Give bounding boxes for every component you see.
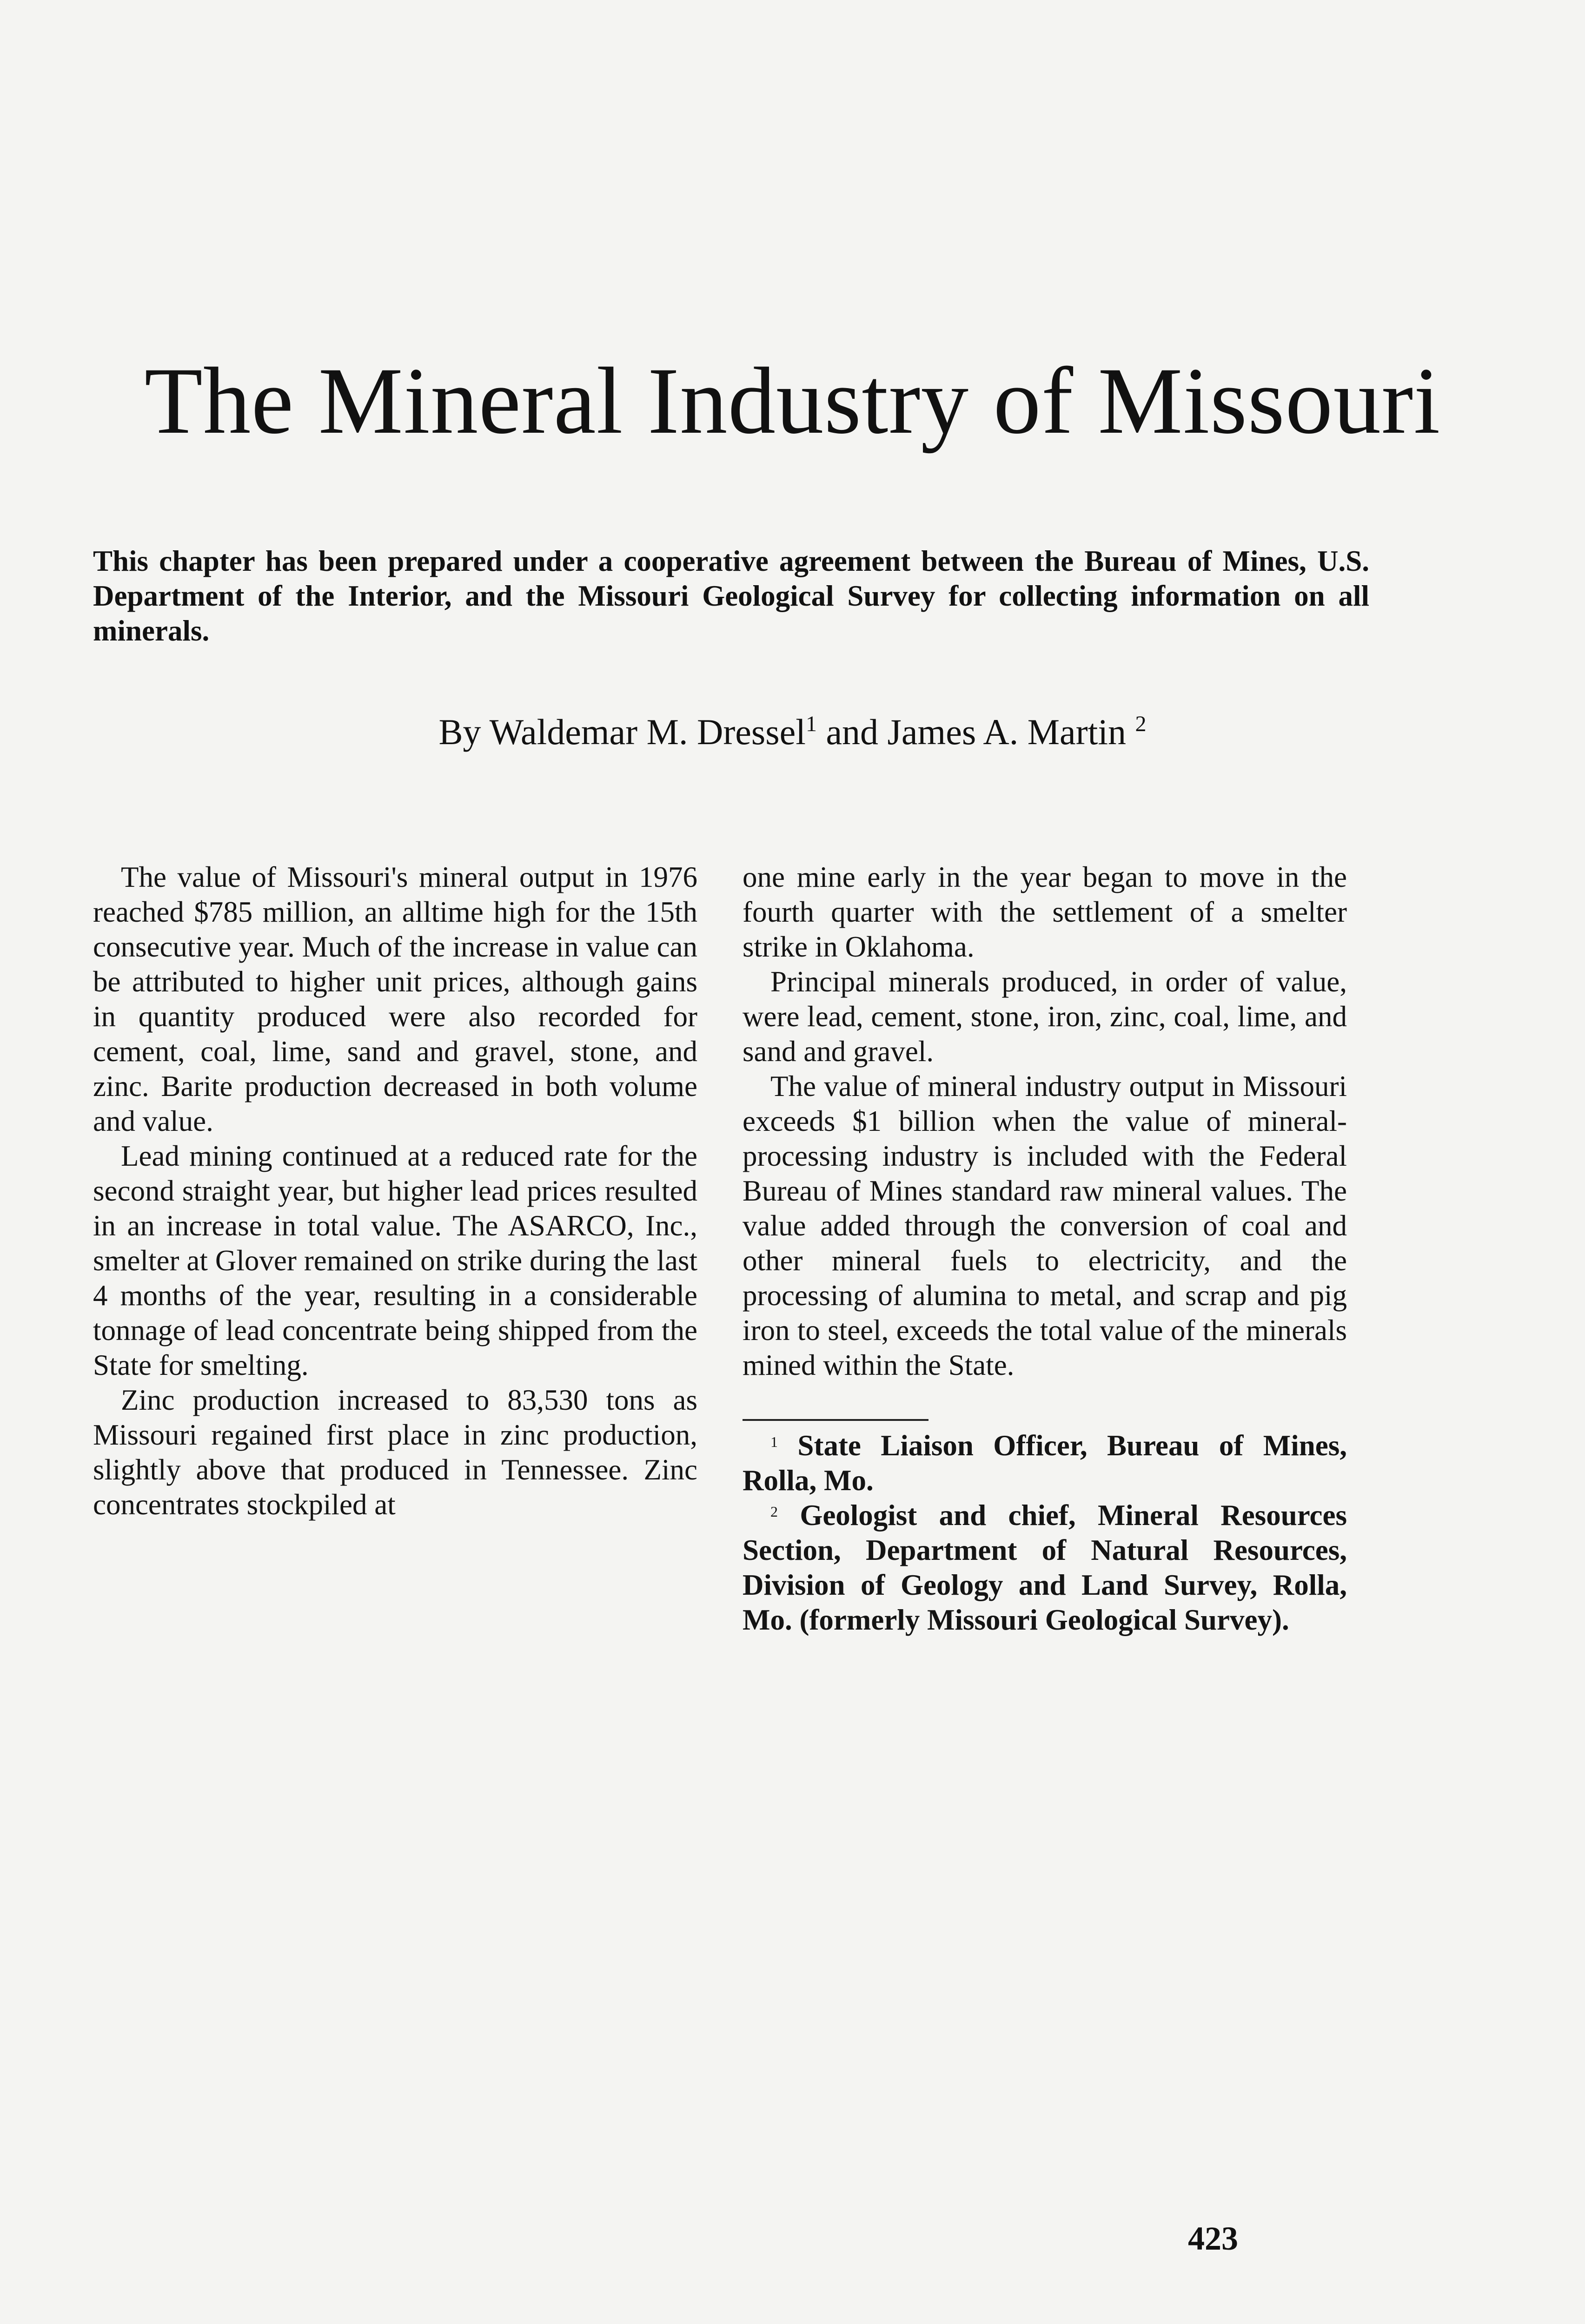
byline-author-2: and James A. Martin: [826, 712, 1126, 752]
footnote-text: State Liaison Officer, Bureau of Mines, Rolla, Mo.: [743, 1429, 1347, 1497]
footnote-mark: 2: [770, 1503, 778, 1520]
right-column: [743, 860, 1347, 1637]
footnote: [743, 1428, 1347, 1498]
footnote-mark: 1: [770, 1433, 778, 1450]
paragraph: Zinc production increased to 83,530 tons as Missouri regained first place in zinc production, slightly above that produced in Tennessee. Zinc concentrates stockpiled at: [93, 1384, 697, 1521]
paragraph: Principal minerals produced, in order of value, were lead, cement, stone, iron, zinc, coal, lime, and sand and gravel.: [743, 965, 1347, 1068]
chapter-preamble: This chapter has been prepared under a cooperative agreement between the Bureau of Mines, U.S. Department of the Interior, and the Missouri Geological Survey for collecting information on all minerals.: [93, 545, 1369, 647]
footnote-mark-1: 1: [805, 712, 817, 736]
page-number: 423: [1188, 2220, 1238, 2257]
left-column: [93, 860, 697, 1522]
footnote: [743, 1498, 1347, 1637]
footnote-divider: [743, 1419, 928, 1421]
byline-author-1: By Waldemar M. Dressel: [438, 712, 806, 752]
author-byline: [0, 711, 1585, 753]
page-title: The Mineral Industry of Missouri: [144, 348, 1441, 454]
paragraph: one mine early in the year began to move in the fourth quarter with the settlement of a smelter strike in Oklahoma.: [743, 861, 1347, 963]
footnote-text: Geologist and chief, Mineral Resources Section, Department of Natural Resources, Division of Geology and Land Survey, Rolla, Mo. (formerly Missouri Geological Survey).: [743, 1499, 1347, 1636]
footnote-mark-2: 2: [1135, 712, 1147, 736]
paragraph: The value of Missouri's mineral output in 1976 reached $785 million, an alltime high for the 15th consecutive year. Much of the increase in value can be attributed to higher unit prices, although gains in quantity produced were also recorded for cement, coal, lime, sand and gravel, stone, and zinc. Barite production decreased in both volume and value.: [93, 861, 697, 1137]
paragraph: Lead mining continued at a reduced rate for the second straight year, but higher lead prices resulted in an increase in total value. The ASARCO, Inc., smelter at Glover remained on strike during the last 4 months of the year, resulting in a considerable tonnage of lead concentrate being shipped from the State for smelting.: [93, 1140, 697, 1381]
paragraph: The value of mineral industry output in Missouri exceeds $1 billion when the value of mineral-processing industry is included with the Federal Bureau of Mines standard raw mineral values. The value added through the conversion of coal and other mineral fuels to electricity, and the processing of alumina to metal, and scrap and pig iron to steel, exceeds the total value of the minerals mined within the State.: [743, 1070, 1347, 1381]
